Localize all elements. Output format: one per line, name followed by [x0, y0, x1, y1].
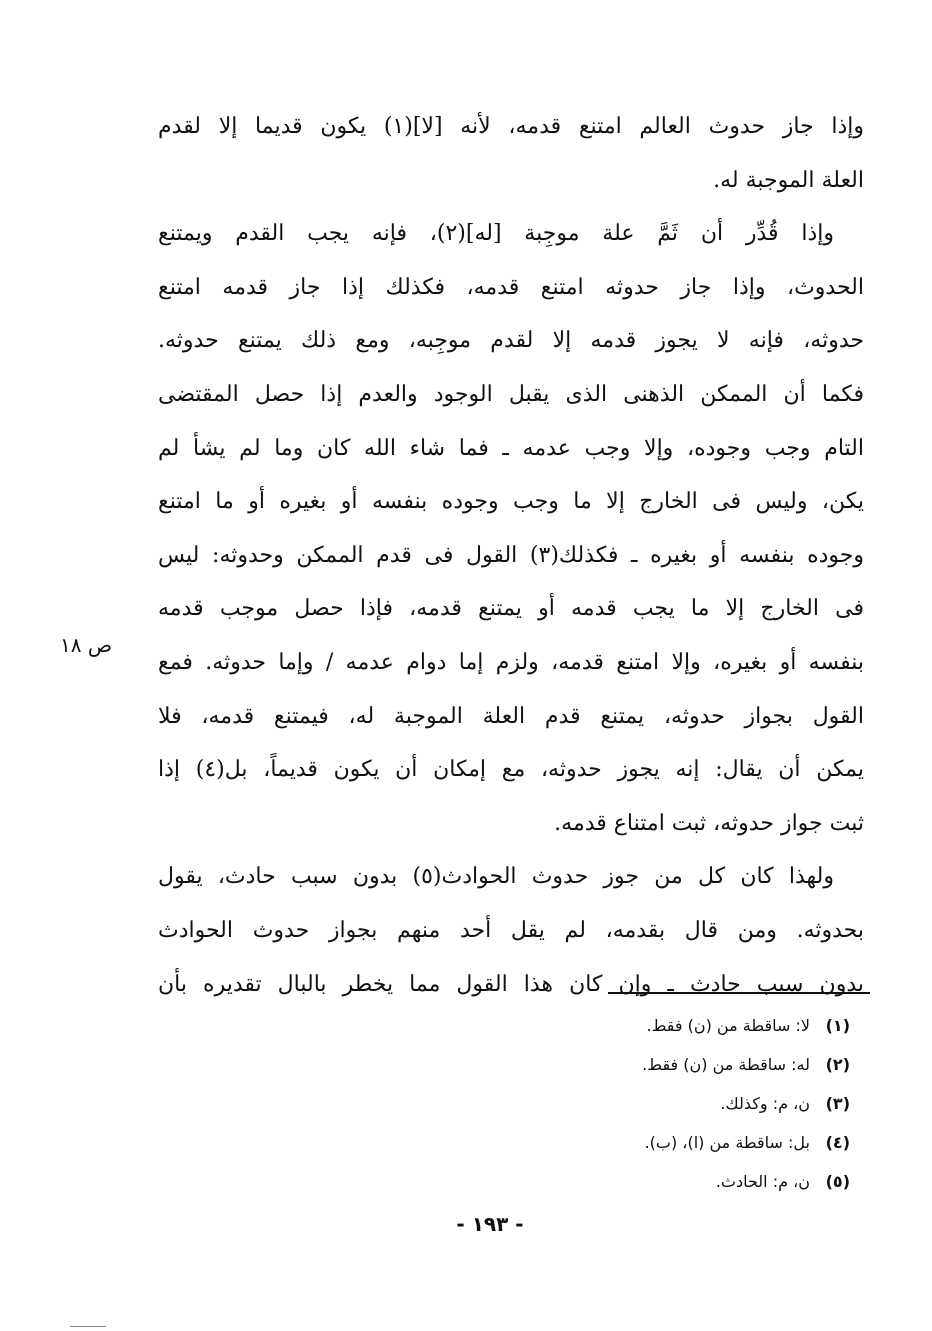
footnote-separator — [608, 992, 870, 994]
text-line: ولهذا كان كل من جوز حدوث الحوادث(٥) بدون سبب حادث، يقول — [158, 864, 834, 890]
text-line: بنفسه أو بغيره، وإلا امتنع قدمه، ولزم إما دوام عدمه / وإما حدوثه. فمع — [158, 649, 864, 675]
footnote-number: (٢) — [825, 1055, 850, 1074]
text-line: التام وجب وجوده، وإلا وجب عدمه ـ فما شاء الله كان وما لم يشأ لم — [158, 435, 864, 461]
text-line: وجوده بنفسه أو بغيره ـ فكذلك(٣) القول فى قدم الممكن وحدوثه: ليس — [158, 542, 864, 568]
footnote-text: ن، م: الحادث. — [715, 1172, 810, 1191]
footnote-text: لا: ساقطة من (ن) فقط. — [646, 1016, 810, 1035]
scan-edge-mark — [70, 1326, 106, 1327]
footnote-text: له: ساقطة من (ن) فقط. — [642, 1055, 810, 1074]
text-line: يمكن أن يقال: إنه يجوز حدوثه، مع إمكان أن يكون قديماً، بل(٤) إذا — [158, 757, 864, 783]
footnote-text: ن، م: وكذلك. — [720, 1094, 810, 1113]
text-line: فى الخارج إلا ما يجب قدمه أو يمتنع قدمه، فإذا حصل موجب قدمه — [158, 596, 864, 622]
page-reference-margin-note: ص ١٨ — [60, 633, 113, 657]
text-line: بحدوثه. ومن قال بقدمه، لم يقل أحد منهم بجواز حدوث الحوادث — [158, 917, 864, 943]
text-line: يكن، وليس فى الخارج إلا ما وجب وجوده بنفسه أو بغيره أو ما امتنع — [158, 489, 864, 515]
footnote — [490, 1123, 850, 1162]
text-line: بدون سبب حادث ـ وإن كان هذا القول مما يخطر بالبال تقديره بأن — [158, 971, 864, 997]
footnote — [490, 1006, 850, 1045]
text-line: الحدوث، وإذا جاز حدوثه امتنع قدمه، فكذلك إذا جاز قدمه امتنع — [158, 274, 864, 300]
main-text-block — [158, 100, 864, 1011]
footnote-text: بل: ساقطة من (ا)، (ب). — [644, 1133, 810, 1152]
footnote-number: (٥) — [825, 1172, 850, 1191]
footnote-number: (٣) — [825, 1094, 850, 1113]
text-line: وإذا جاز حدوث العالم امتنع قدمه، لأنه [لا](١) يكون قديما إلا لقدم — [158, 114, 864, 139]
footnote — [490, 1084, 850, 1123]
text-line: فكما أن الممكن الذهنى الذى يقبل الوجود والعدم إذا حصل المقتضى — [158, 381, 864, 407]
footnote-number: (١) — [825, 1016, 850, 1035]
text-line: وإذا قُدِّر أن ثَمَّ علة موجِبة [له](٢)، فإنه يجب القدم ويمتنع — [158, 221, 834, 247]
footnote — [490, 1162, 850, 1201]
page-number: - ١٩٣ - — [456, 1212, 524, 1236]
footnote-number: (٤) — [825, 1133, 850, 1152]
text-line: القول بجواز حدوثه، يمتنع قدم العلة الموجبة له، فيمتنع قدمه، فلا — [158, 703, 864, 729]
footnote — [490, 1045, 850, 1084]
text-line: حدوثه، فإنه لا يجوز قدمه إلا لقدم موجِبه، ومع ذلك يمتنع حدوثه. — [158, 328, 864, 354]
footnotes-block — [490, 1006, 850, 1201]
text-line: ثبت جواز حدوثه، ثبت امتناع قدمه. — [554, 810, 864, 836]
text-line: العلة الموجبة له. — [713, 167, 864, 193]
